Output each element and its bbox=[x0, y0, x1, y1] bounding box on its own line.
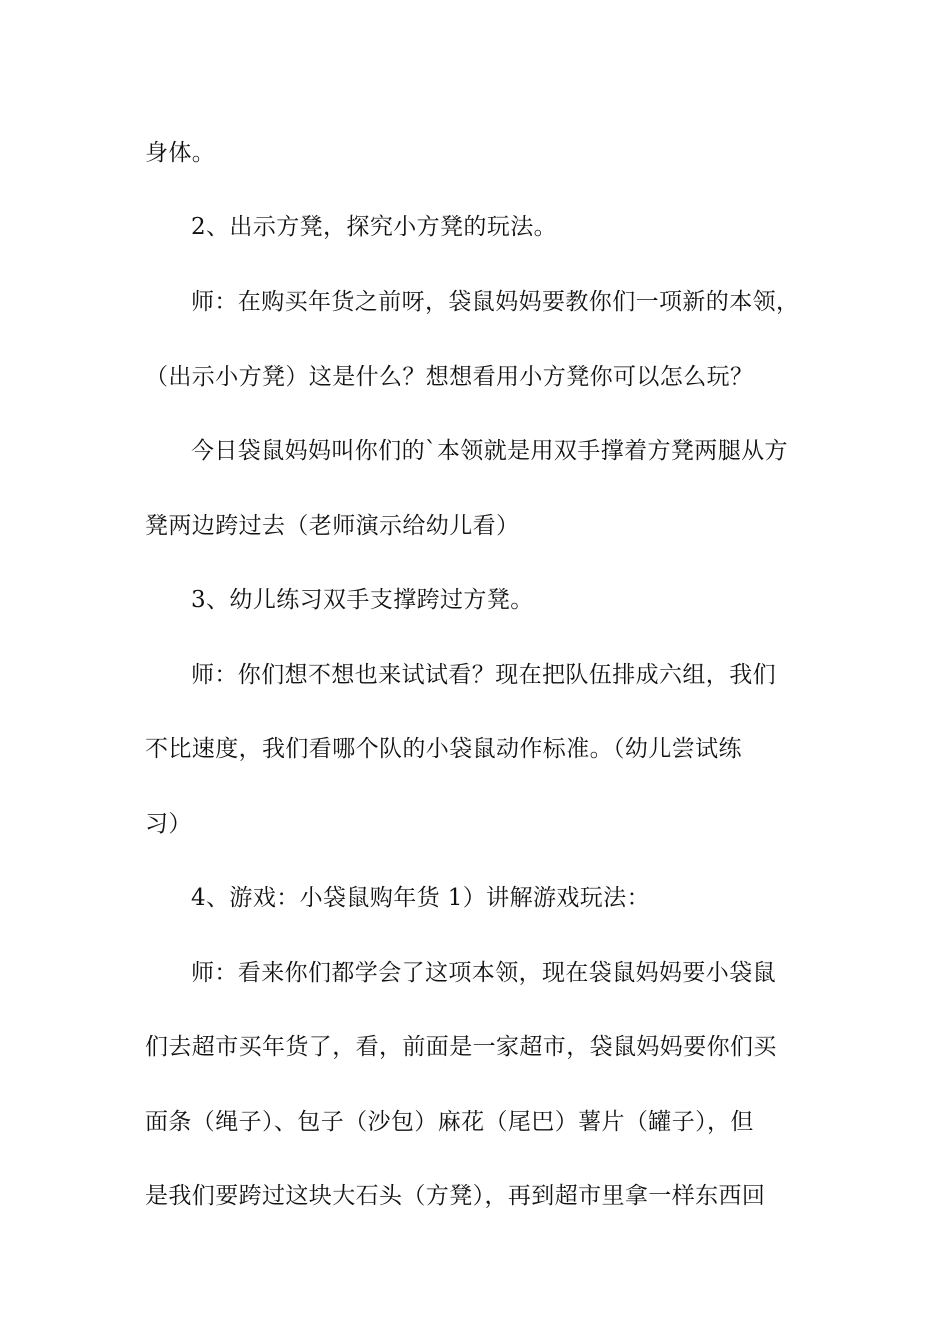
text-line: 面条（绳子）、包子（沙包）麻花（尾巴）薯片（罐子），但 bbox=[145, 1109, 754, 1135]
text-line: 们去超市买年货了，看，前面是一家超市，袋鼠妈妈要你们买 bbox=[145, 1034, 777, 1060]
paragraph-line: 师：看来你们都学会了这项本领，现在袋鼠妈妈要小袋鼠 bbox=[191, 960, 776, 986]
text-line: 习） bbox=[145, 811, 192, 837]
text-line: 凳两边跨过去（老师演示给幼儿看） bbox=[145, 513, 520, 539]
text-line: 身体。 bbox=[145, 140, 216, 166]
section-heading: 3、幼儿练习双手支撑跨过方凳。 bbox=[191, 587, 534, 613]
section-heading: 2、出示方凳，探究小方凳的玩法。 bbox=[191, 214, 558, 240]
paragraph-line: 今日袋鼠妈妈叫你们的`本领就是用双手撑着方凳两腿从方 bbox=[191, 438, 788, 464]
section-heading: 4、游戏：小袋鼠购年货 1）讲解游戏玩法： bbox=[191, 885, 650, 911]
text-line: 不比速度，我们看哪个队的小袋鼠动作标准。（幼儿尝试练 bbox=[145, 736, 742, 762]
text-line: 是我们要跨过这块大石头（方凳），再到超市里拿一样东西回 bbox=[145, 1183, 766, 1209]
text-line: （出示小方凳）这是什么？想想看用小方凳你可以怎么玩？ bbox=[145, 364, 754, 390]
paragraph-line: 师：在购买年货之前呀，袋鼠妈妈要教你们一项新的本领， bbox=[191, 289, 800, 315]
paragraph-line: 师：你们想不想也来试试看？现在把队伍排成六组，我们 bbox=[191, 662, 776, 688]
